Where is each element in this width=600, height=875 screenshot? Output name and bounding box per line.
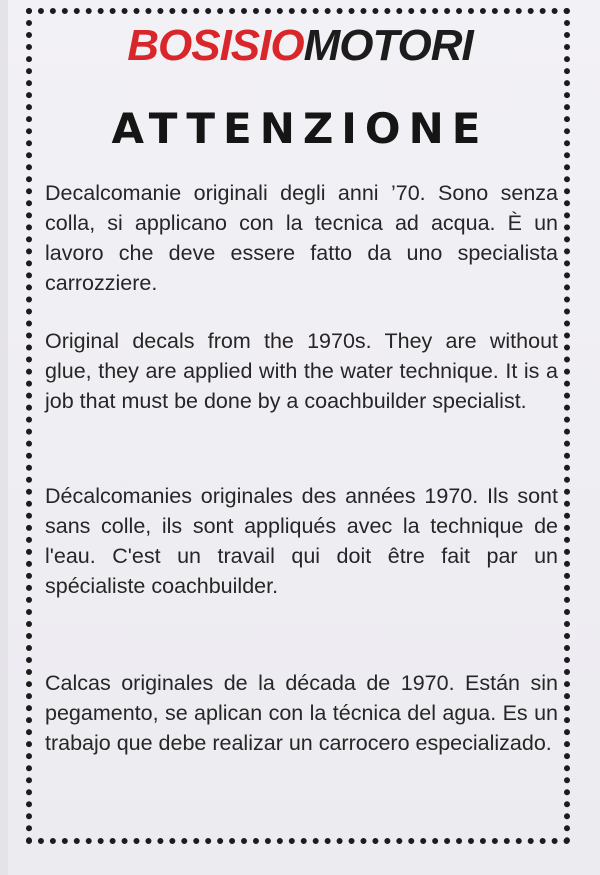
paragraph-french: Décalcomanies originales des années 1970. Ils sont sans colle, ils sont appliqués avec la technique de l'eau. C'est un travail qui doit être fait par un spécialiste coachbuilder.	[45, 484, 558, 598]
brand-logo-part2: MOTORI	[303, 21, 473, 70]
paragraph-english: Original decals from the 1970s. They are without glue, they are applied with the water technique. It is a job that must be done by a coachbuilder specialist.	[45, 329, 558, 413]
brand-logo-part1: BOSISIO	[127, 21, 304, 70]
paragraph-italian: Decalcomanie originali degli anni ’70. Sono senza colla, si applicano con la tecnica ad acqua. È un lavoro che deve essere fatto da uno specialista carrozziere.	[45, 181, 558, 295]
brand-logo	[0, 21, 600, 70]
paragraph-spanish: Calcas originales de la década de 1970. Están sin pegamento, se aplican con la técnica del agua. Es un trabajo que debe realizar un carrocero especializado.	[45, 671, 558, 755]
page-title: ATTENZIONE	[111, 104, 489, 153]
